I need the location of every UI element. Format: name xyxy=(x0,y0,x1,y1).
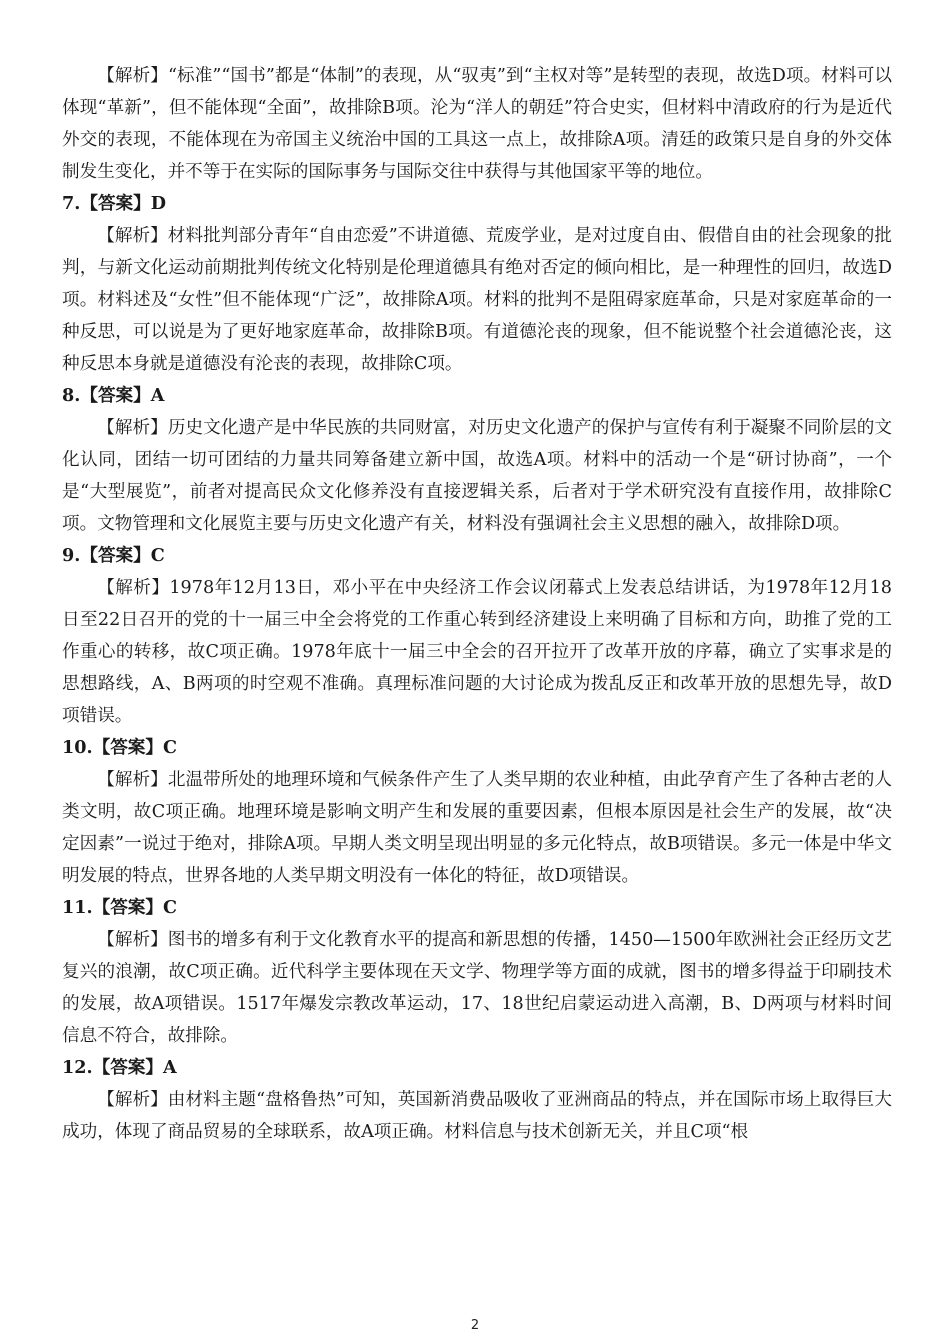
page-number: 2 xyxy=(470,1318,480,1333)
answer-heading: 7.【答案】D xyxy=(62,193,166,214)
explanation-paragraph: 【解析】“标准”“国书”都是“体制”的表现，从“驭夷”到“主权对等”是转型的表现，故选D项。材料可以体现“革新”，但不能体现“全面”，故排除B项。沦为“洋人的朝廷”符合史实，但材料中清政府的行为是近代外交的表现，不能体现在为帝国主义统治中国的工具这一点上，故排除A项。清廷的政策只是自身的外交体制发生变化，并不等于在实际的国际事务与国际交往中获得与其他国家平等的地位。 xyxy=(62,66,892,182)
answer-heading: 9.【答案】C xyxy=(62,545,165,566)
answer-heading: 11.【答案】C xyxy=(62,897,177,918)
explanation-paragraph: 【解析】历史文化遗产是中华民族的共同财富，对历史文化遗产的保护与宣传有利于凝聚不同阶层的文化认同，团结一切可团结的力量共同筹备建立新中国，故选A项。材料中的活动一个是“研讨协商”，一个是“大型展览”，前者对提高民众文化修养没有直接逻辑关系，后者对于学术研究没有直接作用，故排除C项。文物管理和文化展览主要与历史文化遗产有关，材料没有强调社会主义思想的融入，故排除D项。 xyxy=(62,418,892,534)
explanation-paragraph: 【解析】1978年12月13日，邓小平在中央经济工作会议闭幕式上发表总结讲话，为1978年12月18日至22日召开的党的十一届三中全会将党的工作重心转到经济建设上来明确了目标和方向，助推了党的工作重心的转移，故C项正确。1978年底十一届三中全会的召开拉开了改革开放的序幕，确立了实事求是的思想路线，A、B两项的时空观不准确。真理标准问题的大讨论成为拨乱反正和改革开放的思想先导，故D项错误。 xyxy=(62,578,892,726)
document-page xyxy=(62,60,892,1148)
explanation-paragraph: 【解析】由材料主题“盘格鲁热”可知，英国新消费品吸收了亚洲商品的特点，并在国际市场上取得巨大成功，体现了商品贸易的全球联系，故A项正确。材料信息与技术创新无关，并且C项“根 xyxy=(62,1090,892,1142)
answer-heading: 8.【答案】A xyxy=(62,385,165,406)
explanation-paragraph: 【解析】图书的增多有利于文化教育水平的提高和新思想的传播，1450—1500年欧洲社会正经历文艺复兴的浪潮，故C项正确。近代科学主要体现在天文学、物理学等方面的成就，图书的增多得益于印刷技术的发展，故A项错误。1517年爆发宗教改革运动，17、18世纪启蒙运动进入高潮，B、D两项与材料时间信息不符合，故排除。 xyxy=(62,930,892,1046)
explanation-paragraph: 【解析】北温带所处的地理环境和气候条件产生了人类早期的农业种植，由此孕育产生了各种古老的人类文明，故C项正确。地理环境是影响文明产生和发展的重要因素，但根本原因是社会生产的发展，故“决定因素”一说过于绝对，排除A项。早期人类文明呈现出明显的多元化特点，故B项错误。多元一体是中华文明发展的特点，世界各地的人类早期文明没有一体化的特征，故D项错误。 xyxy=(62,770,892,886)
explanation-paragraph: 【解析】材料批判部分青年“自由恋爱”不讲道德、荒废学业，是对过度自由、假借自由的社会现象的批判，与新文化运动前期批判传统文化特别是伦理道德具有绝对否定的倾向相比，是一种理性的回归，故选D项。材料述及“女性”但不能体现“广泛”，故排除A项。材料的批判不是阻碍家庭革命，只是对家庭革命的一种反思，可以说是为了更好地家庭革命，故排除B项。有道德沦丧的现象，但不能说整个社会道德沦丧，这种反思本身就是道德没有沦丧的表现，故排除C项。 xyxy=(62,226,892,374)
answer-heading: 10.【答案】C xyxy=(62,737,177,758)
answer-heading: 12.【答案】A xyxy=(62,1057,177,1078)
